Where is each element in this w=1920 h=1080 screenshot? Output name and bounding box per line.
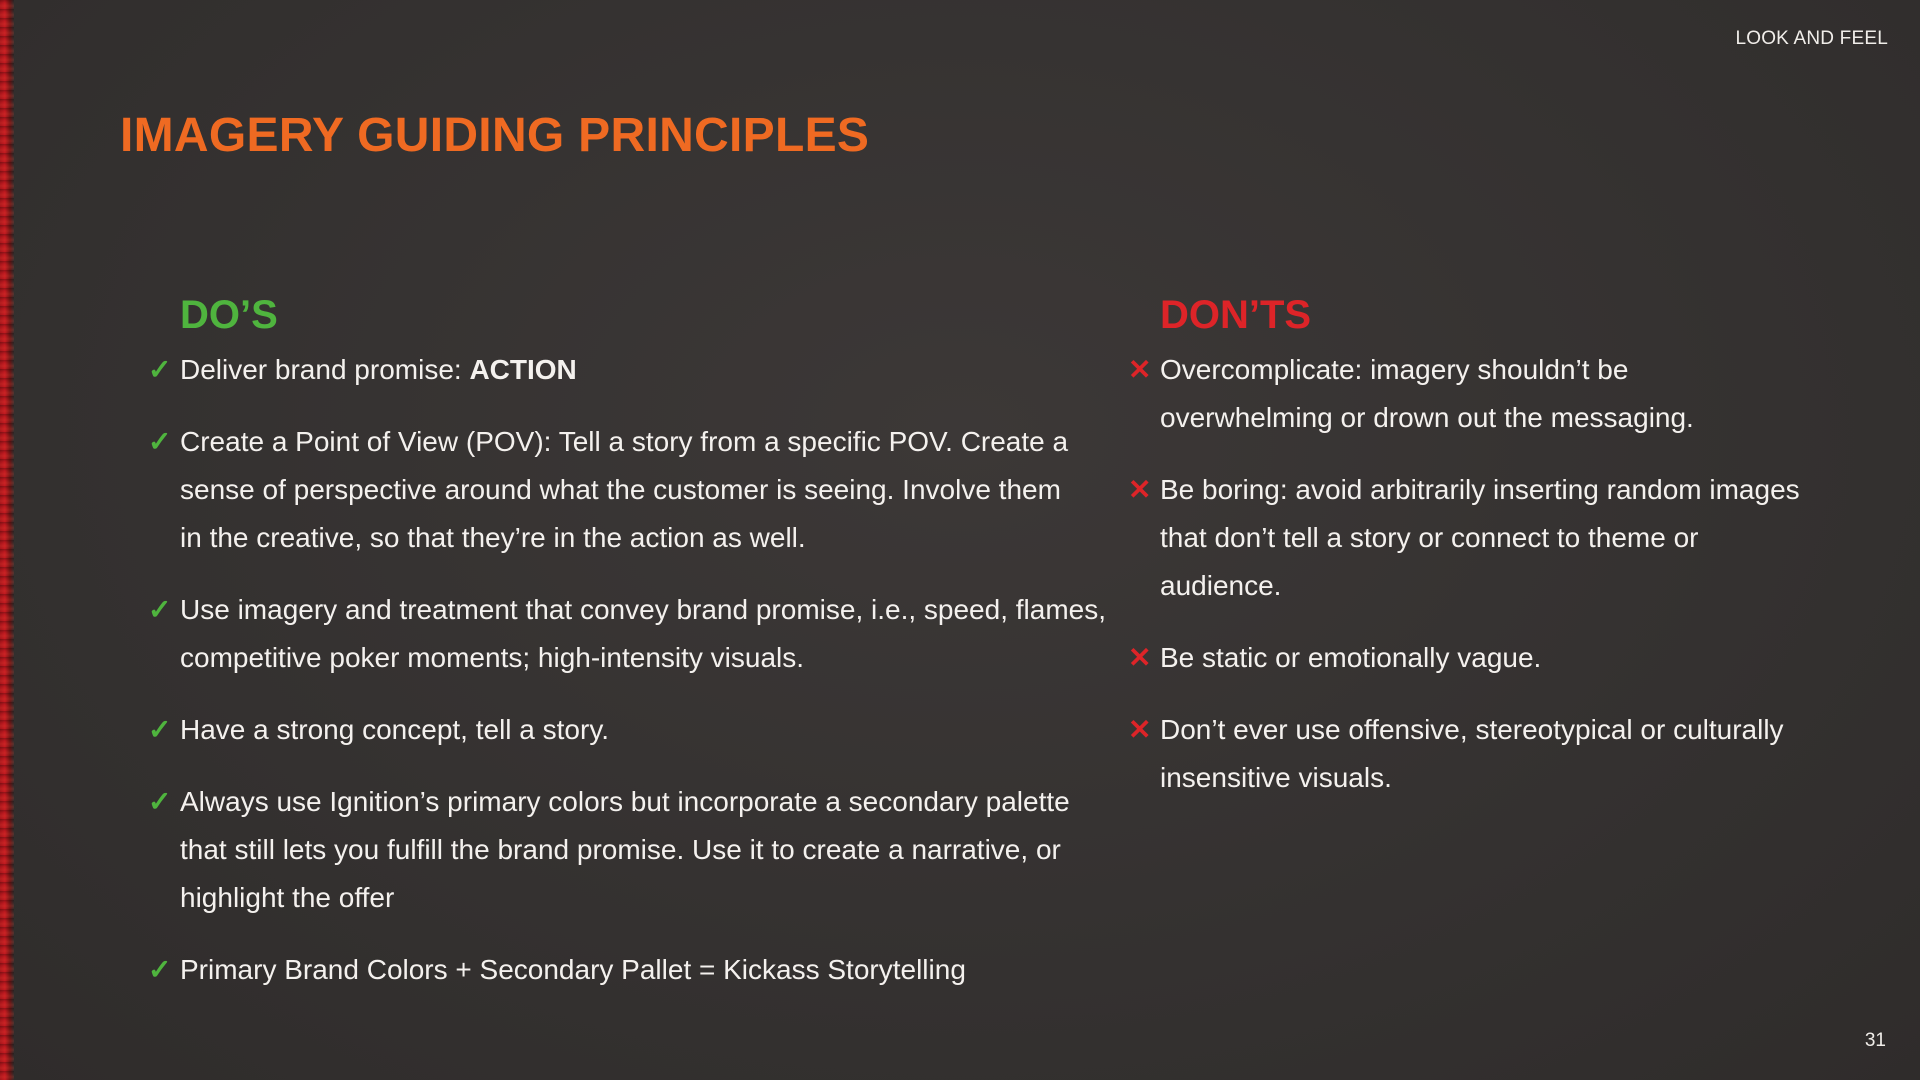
donts-item-text: Be static or emotionally vague. xyxy=(1160,642,1542,673)
donts-item xyxy=(1128,466,1800,610)
dos-item-text: Create a Point of View (POV): Tell a story from a specific POV. Create a sense of perspective around what the customer is seeing. Involve them in the creative, so that they’re in the action as well. xyxy=(180,426,1069,553)
dos-item-text: Have a strong concept, tell a story. xyxy=(180,714,610,745)
dos-item xyxy=(148,418,1080,562)
donts-item-text: Don’t ever use offensive, stereotypical or culturally insensitive visuals. xyxy=(1160,714,1784,793)
dos-item-emphasis: ACTION xyxy=(469,354,577,385)
section-label: LOOK AND FEEL xyxy=(1735,28,1888,49)
dos-item xyxy=(148,946,1110,994)
dos-item xyxy=(148,346,740,394)
cross-icon: ✕ xyxy=(1128,474,1152,505)
dos-item-text: Always use Ignition’s primary colors but incorporate a secondary palette that still lets you fulfill the brand promise. Use it to create a narrative, or highlight the offer xyxy=(180,786,1070,913)
page-title: IMAGERY GUIDING PRINCIPLES xyxy=(120,109,870,162)
dos-column xyxy=(148,290,1107,1018)
dos-item-text: Use imagery and treatment that convey brand promise, i.e., speed, flames, competitive poker moments; high-intensity visuals. xyxy=(180,594,1107,673)
dos-heading: DO’S xyxy=(180,293,278,337)
check-icon: ✓ xyxy=(148,954,172,985)
cross-icon: ✕ xyxy=(1128,714,1152,745)
donts-column xyxy=(1128,290,1828,826)
dos-item xyxy=(148,586,1110,682)
donts-item xyxy=(1128,634,1800,682)
check-icon: ✓ xyxy=(148,426,172,457)
dos-item xyxy=(148,706,1080,754)
cross-icon: ✕ xyxy=(1128,642,1152,673)
page-number: 31 xyxy=(1864,1030,1886,1051)
dos-list xyxy=(148,346,1107,994)
cross-icon: ✕ xyxy=(1128,354,1152,385)
donts-list xyxy=(1128,346,1828,802)
donts-item-text: Be boring: avoid arbitrarily inserting random images that don’t tell a story or connect to theme or audience. xyxy=(1160,474,1800,601)
dos-item xyxy=(148,778,1080,922)
check-icon: ✓ xyxy=(148,714,172,745)
donts-item xyxy=(1128,706,1800,802)
check-icon: ✓ xyxy=(148,594,172,625)
check-icon: ✓ xyxy=(148,354,172,385)
dos-item-text: Deliver brand promise: xyxy=(180,354,470,385)
donts-heading: DON’TS xyxy=(1160,293,1312,337)
donts-item xyxy=(1128,346,1800,442)
donts-item-text: Overcomplicate: imagery shouldn’t be overwhelming or drown out the messaging. xyxy=(1160,354,1694,433)
dos-item-text: Primary Brand Colors + Secondary Pallet = Kickass Storytelling xyxy=(180,954,966,985)
check-icon: ✓ xyxy=(148,786,172,817)
red-texture-edge xyxy=(0,0,14,1080)
